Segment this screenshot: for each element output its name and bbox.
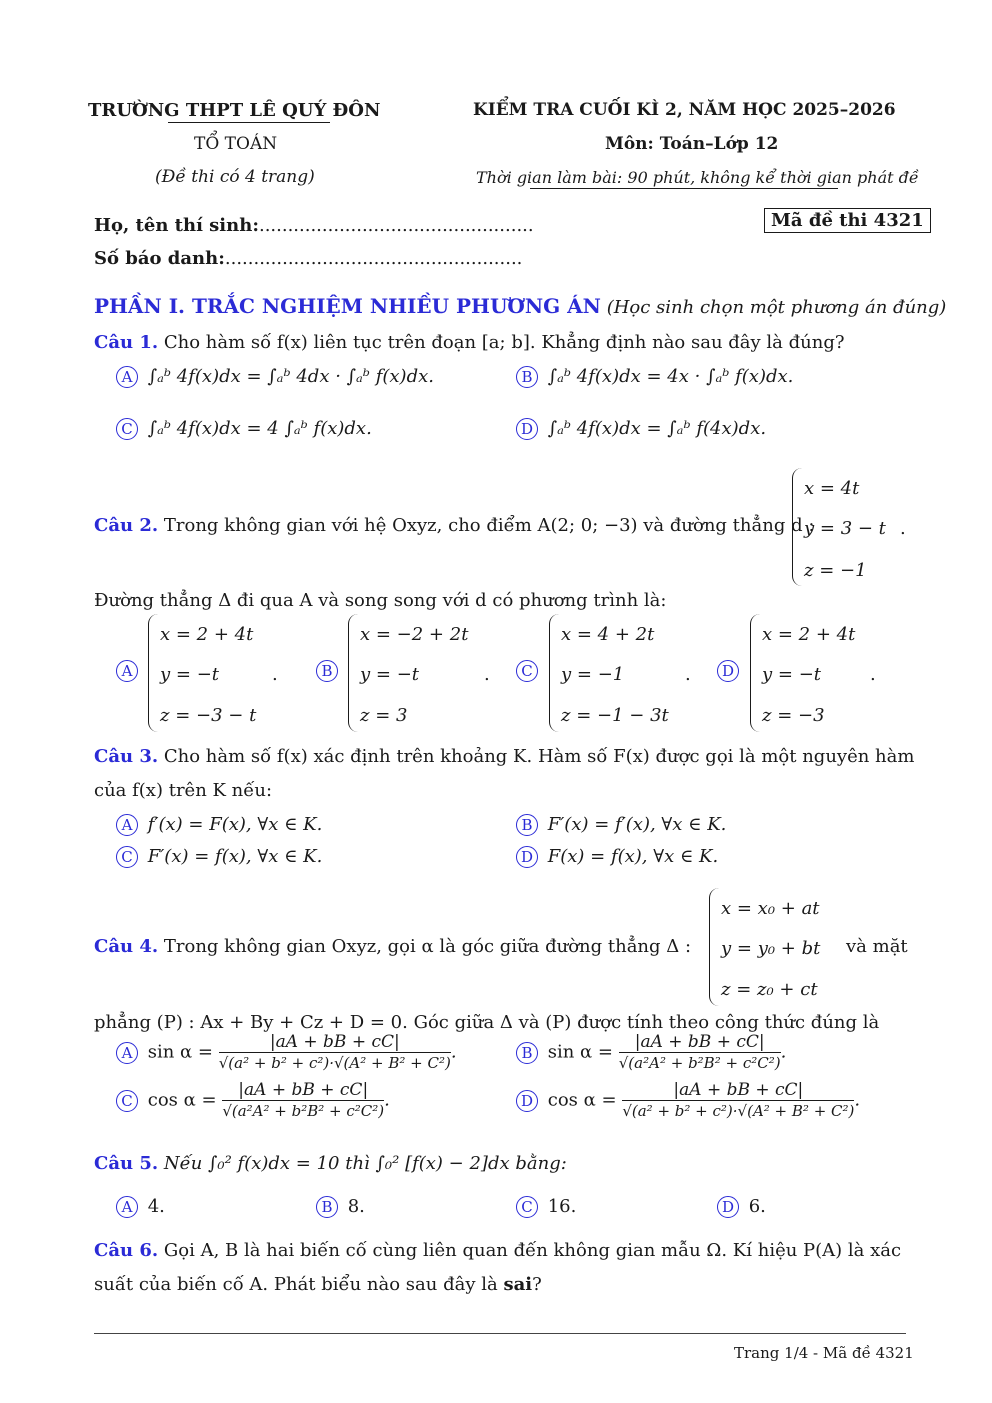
question-6-text: Gọi A, B là hai biến cố cùng liên quan đến không gian mẫu Ω. Kí hiệu P(A) là xác — [163, 1240, 902, 1261]
q1-option-a-text: ∫ₐᵇ 4f(x)dx = ∫ₐᵇ 4dx · ∫ₐᵇ f(x)dx. — [147, 366, 434, 387]
q4-option-a[interactable]: A sin α = $\frac{|aA + bB + cC|}{\text{√(a² + b² + c²)·√(A² + B² + C²)}}$ . — [116, 1032, 457, 1073]
option-b-marker: B — [316, 660, 338, 682]
question-4 — [94, 936, 691, 957]
q2-d-eq-x: x = 2 + 4t — [762, 624, 856, 645]
q4-eq-z: z = z₀ + ct — [721, 979, 818, 1000]
q3-option-a-text: f′(x) = F(x), ∀x ∈ K. — [147, 814, 323, 835]
q2-c-brace — [549, 614, 559, 732]
q4-d-denominator: √(a² + b² + c²)·√(A² + B² + C²) — [622, 1102, 855, 1120]
q5-option-c[interactable] — [516, 1196, 576, 1218]
q4-option-b[interactable]: B sin α = $\frac{|aA + bB + cC|}{\text{√(a²A² + b²B² + c²C²)}}$ . — [516, 1032, 786, 1073]
q2-a-eq-x: x = 2 + 4t — [160, 624, 254, 645]
q3-option-b[interactable] — [516, 814, 726, 836]
q2-a-eq-z: z = −3 − t — [160, 705, 257, 726]
option-b-marker: B — [516, 1042, 538, 1064]
q2-option-a[interactable] — [116, 660, 142, 682]
option-b-marker: B — [516, 366, 538, 388]
id-row — [94, 248, 522, 269]
time-note: Thời gian làm bài: 90 phút, không kể thời gian phát đề — [476, 168, 919, 187]
q3-option-c[interactable] — [116, 846, 322, 868]
id-label: Số báo danh: — [94, 248, 225, 269]
subject-line: Môn: Toán–Lớp 12 — [605, 134, 779, 154]
question-5-label: Câu 5. — [94, 1153, 159, 1174]
q2-a-eq-y: y = −t — [160, 664, 220, 685]
q2-c-eq-x: x = 4 + 2t — [561, 624, 655, 645]
q1-option-c-text: ∫ₐᵇ 4f(x)dx = 4 ∫ₐᵇ f(x)dx. — [147, 418, 372, 439]
q1-option-c[interactable] — [116, 418, 372, 440]
option-a-marker: A — [116, 366, 138, 388]
question-1 — [94, 332, 845, 353]
q4-eq-x: x = x₀ + at — [721, 898, 820, 919]
q2-b-brace — [348, 614, 358, 732]
q2-d-period: . — [870, 664, 876, 685]
question-6-text2a: suất của biến cố A. Phát biểu nào sau đây là — [94, 1274, 504, 1295]
d-system-brace — [792, 468, 802, 586]
footer-divider — [94, 1333, 906, 1334]
option-d-marker: D — [516, 846, 538, 868]
option-c-marker: C — [116, 1090, 138, 1112]
question-3-text2: của f(x) trên K nếu: — [94, 780, 273, 801]
q4-c-denominator: √(a²A² + b²B² + c²C²) — [222, 1102, 385, 1120]
question-1-text: Cho hàm số f(x) liên tục trên đoạn [a; b]. Khẳng định nào sau đây là đúng? — [163, 332, 845, 353]
q4-c-fraction — [222, 1080, 384, 1121]
name-label: Họ, tên thí sinh: — [94, 215, 259, 236]
option-a-marker: A — [116, 814, 138, 836]
q4-tail: và mặt — [846, 936, 908, 957]
school-underline — [168, 122, 330, 123]
q3-option-d[interactable] — [516, 846, 718, 868]
q4-a-fraction — [219, 1032, 451, 1073]
question-3 — [94, 746, 914, 767]
option-a-marker: A — [116, 1196, 138, 1218]
question-2-text: Trong không gian với hệ Oxyz, cho điểm A(2; 0; −3) và đường thẳng d : — [163, 515, 815, 536]
question-6-line2 — [94, 1274, 542, 1295]
section-heading — [94, 294, 946, 318]
q4-eq-y: y = y₀ + bt — [721, 938, 821, 959]
q4-b-denominator: √(a²A² + b²B² + c²C²) — [618, 1054, 781, 1072]
q3-option-b-text: F′(x) = f′(x), ∀x ∈ K. — [547, 814, 727, 835]
question-4-text: Trong không gian Oxyz, gọi α là góc giữa đường thẳng Δ : — [163, 936, 692, 957]
q5-option-d[interactable] — [717, 1196, 766, 1218]
q4-b-lhs: sin α = — [547, 1041, 614, 1063]
q4-a-numerator: |aA + bB + cC| — [219, 1032, 451, 1053]
option-b-marker: B — [316, 1196, 338, 1218]
q4-option-c[interactable]: C cos α = $\frac{|aA + bB + cC|}{\text{√(a²A² + b²B² + c²C²)}}$ . — [116, 1080, 390, 1121]
question-3-label: Câu 3. — [94, 746, 159, 767]
question-5-text: Nếu ∫₀² f(x)dx = 10 thì ∫₀² [f(x) − 2]dx bằng: — [163, 1153, 567, 1174]
option-d-marker: D — [717, 660, 739, 682]
q5-option-b-text: 8. — [347, 1196, 365, 1217]
q3-option-c-text: F′(x) = f(x), ∀x ∈ K. — [147, 846, 323, 867]
q1-option-b[interactable] — [516, 366, 793, 388]
name-row — [94, 215, 534, 236]
q4-d-fraction — [622, 1080, 854, 1121]
question-6-emphasis: sai — [503, 1274, 533, 1295]
q2-option-c[interactable] — [516, 660, 542, 682]
q4-d-numerator: |aA + bB + cC| — [622, 1080, 854, 1101]
d-period: . — [900, 518, 906, 539]
dept-name: TỔ TOÁN — [194, 134, 278, 154]
q2-a-brace — [148, 614, 158, 732]
exam-title: KIỂM TRA CUỐI KÌ 2, NĂM HỌC 2025–2026 — [473, 100, 896, 120]
q4-brace — [709, 888, 719, 1006]
q2-c-period: . — [685, 664, 691, 685]
q4-c-lhs: cos α = — [147, 1089, 217, 1111]
q2-b-eq-z: z = 3 — [360, 705, 408, 726]
question-6-text2c: ? — [532, 1274, 542, 1295]
question-4-label: Câu 4. — [94, 936, 159, 957]
question-4-text2: phẳng (P) : Ax + By + Cz + D = 0. Góc giữa Δ và (P) được tính theo công thức đúng là — [94, 1012, 880, 1033]
d-eq-x: x = 4t — [804, 478, 860, 499]
d-eq-y: y = 3 − t — [804, 518, 886, 539]
q2-d-brace — [750, 614, 760, 732]
pages-note: (Đề thi có 4 trang) — [155, 167, 315, 187]
time-underline — [530, 188, 838, 189]
question-2 — [94, 515, 814, 536]
q2-b-period: . — [484, 664, 490, 685]
q1-option-a[interactable] — [116, 366, 434, 388]
q4-c-numerator: |aA + bB + cC| — [222, 1080, 384, 1101]
question-2-label: Câu 2. — [94, 515, 159, 536]
q5-option-b[interactable] — [316, 1196, 365, 1218]
d-eq-z: z = −1 — [804, 560, 867, 581]
school-name: TRƯỜNG THPT LÊ QUÝ ĐÔN — [88, 100, 381, 121]
question-6-label: Câu 6. — [94, 1240, 159, 1261]
question-5 — [94, 1153, 567, 1174]
option-a-marker: A — [116, 1042, 138, 1064]
q4-d-lhs: cos α = — [547, 1089, 617, 1111]
question-3-text: Cho hàm số f(x) xác định trên khoảng K. Hàm số F(x) được gọi là một nguyên hàm — [163, 746, 915, 767]
id-dots: .................................................... — [224, 248, 523, 269]
q4-b-fraction — [619, 1032, 781, 1073]
q2-option-d[interactable] — [717, 660, 743, 682]
q5-option-c-text: 16. — [547, 1196, 577, 1217]
exam-code-box: Mã đề thi 4321 — [764, 208, 931, 233]
q2-b-eq-x: x = −2 + 2t — [360, 624, 469, 645]
q5-option-d-text: 6. — [748, 1196, 766, 1217]
option-c-marker: C — [516, 660, 538, 682]
question-2-text2: Đường thẳng Δ đi qua A và song song với d có phương trình là: — [94, 590, 667, 611]
section-title: PHẦN I. TRẮC NGHIỆM NHIỀU PHƯƠNG ÁN — [94, 294, 601, 318]
q4-option-d[interactable]: D cos α = $\frac{|aA + bB + cC|}{\text{√(a² + b² + c²)·√(A² + B² + C²)}}$ . — [516, 1080, 860, 1121]
option-a-marker: A — [116, 660, 138, 682]
name-dots: ................................................ — [258, 215, 534, 236]
option-d-marker: D — [717, 1196, 739, 1218]
q5-option-a[interactable] — [116, 1196, 165, 1218]
footer-text: Trang 1/4 - Mã đề 4321 — [734, 1344, 914, 1362]
q1-option-d[interactable] — [516, 418, 766, 440]
q1-option-b-text: ∫ₐᵇ 4f(x)dx = 4x · ∫ₐᵇ f(x)dx. — [547, 366, 794, 387]
section-note: (Học sinh chọn một phương án đúng) — [606, 297, 947, 318]
q5-option-a-text: 4. — [147, 1196, 165, 1217]
option-c-marker: C — [116, 846, 138, 868]
option-c-marker: C — [516, 1196, 538, 1218]
option-c-marker: C — [116, 418, 138, 440]
q2-d-eq-y: y = −t — [762, 664, 822, 685]
q4-a-denominator: √(a² + b² + c²)·√(A² + B² + C²) — [218, 1054, 451, 1072]
q2-a-period: . — [272, 664, 278, 685]
q4-a-lhs: sin α = — [147, 1041, 214, 1063]
option-d-marker: D — [516, 1090, 538, 1112]
q3-option-a[interactable] — [116, 814, 322, 836]
option-b-marker: B — [516, 814, 538, 836]
q2-c-eq-z: z = −1 − 3t — [561, 705, 669, 726]
option-d-marker: D — [516, 418, 538, 440]
question-1-label: Câu 1. — [94, 332, 159, 353]
q2-d-eq-z: z = −3 — [762, 705, 825, 726]
q2-option-b[interactable] — [316, 660, 342, 682]
question-6 — [94, 1240, 901, 1261]
q4-b-numerator: |aA + bB + cC| — [619, 1032, 781, 1053]
q1-option-d-text: ∫ₐᵇ 4f(x)dx = ∫ₐᵇ f(4x)dx. — [547, 418, 767, 439]
q2-b-eq-y: y = −t — [360, 664, 420, 685]
q2-c-eq-y: y = −1 — [561, 664, 625, 685]
q3-option-d-text: F(x) = f(x), ∀x ∈ K. — [547, 846, 719, 867]
